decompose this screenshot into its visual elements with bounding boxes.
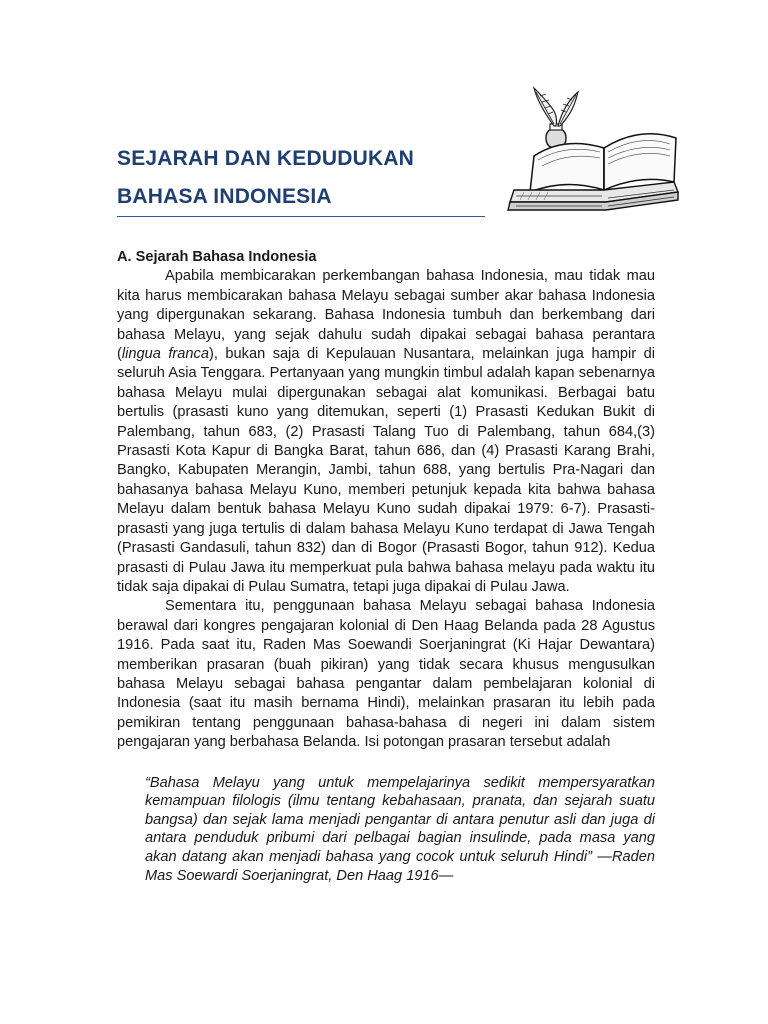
- paragraph-1-text-b: ), bukan saja di Kepulauan Nusantara, melainkan juga hampir di seluruh Asia Tenggara. Pertanyaan yang mungkin timbul adalah kapan sebenarnya bahasa Melayu mulai dipergunakan sebagai alat komunikasi. Berbagai batu bertulis (prasasti kuno yang ditemukan, seperti (1) Prasasti Kedukan Bukit di Palembang, tahun 683, (2) Prasasti Talang Tuo di Palembang, tahun 684,(3) Prasasti Kota Kapur di Bangka Barat, tahun 686, dan (4) Prasasti Karang Brahi, Bangko, Kabupaten Merangin, Jambi, tahun 688, yang bertulis Pra-Nagari dan bahasanya bahasa Melayu Kuno, memberi petunjuk kepada kita bahwa bahasa Melayu dalam bentuk bahasa Melayu Kuno sudah dipakai 1979: 6-7). Prasasti-prasasti yang juga tertulis di dalam bahasa Melayu Kuno terdapat di Jawa Tengah (Prasasti Gandasuli, tahun 832) dan di Bogor (Prasasti Bogor, tahun 912). Kedua prasasti di Pulau Jawa itu memperkuat pula bahwa bahasa melayu pada waktu itu tidak saja dipakai di Pulau Sumatra, tetapi juga dipakai di Pulau Jawa.: [117, 346, 655, 595]
- document-body: [117, 248, 655, 885]
- paragraph-1-italic-term: lingua franca: [121, 346, 209, 363]
- section-heading: A. Sejarah Bahasa Indonesia: [117, 249, 317, 265]
- title-underline-divider: [117, 216, 485, 217]
- open-book-quill-icon: [494, 86, 680, 214]
- chapter-title: [117, 140, 487, 216]
- paragraph-2: Sementara itu, penggunaan bahasa Melayu sebagai bahasa Indonesia berawal dari kongres pengajaran kolonial di Den Haag Belanda pada 28 Agustus 1916. Pada saat itu, Raden Mas Soewandi Soerjaningrat (Ki Hajar Dewantara) memberikan prasaran (buah pikiran) yang tidak secara khusus mengusulkan bahasa Melayu sebagai bahasa pengantar dalam pembelajaran kolonial di Indonesia (saat itu masih bernama Hindi), melainkan prasaran itu lebih pada pemikiran tentang penggunaan bahasa-bahasa di negeri ini dalam sistem pengajaran yang berbahasa Belanda. Isi potongan prasaran tersebut adalah: [117, 598, 655, 751]
- chapter-title-line-1: SEJARAH DAN KEDUDUKAN: [117, 147, 415, 170]
- paragraph-1: [117, 267, 655, 597]
- block-quote: “Bahasa Melayu yang untuk mempelajarinya sedikit mempersyaratkan kemampuan filologis (ilmu tentang kebahasaan, pranata, dan sejarah suatu bangsa) dan sejak lama menjadi pengantar di antara penutur asli dan juga di antara penduduk pribumi dari pelbagai bagian insulinde, pada masa yang akan datang akan menjadi bahasa yang cocok untuk seluruh Hindi” —Raden Mas Soewardi Soerjaningrat, Den Haag 1916—: [145, 774, 655, 884]
- paragraph-1-text-a: Apabila membicarakan perkembangan bahasa Indonesia, mau tidak mau kita harus membicarakan bahasa Melayu sebagai sumber akar bahasa Indonesia yang dipergunakan sekarang. Bahasa Indonesia tumbuh dan berkembang dari bahasa Melayu, yang sejak dahulu sudah dipakai sebagai bahasa perantara (: [117, 268, 655, 363]
- chapter-title-line-2: BAHASA INDONESIA: [117, 185, 332, 208]
